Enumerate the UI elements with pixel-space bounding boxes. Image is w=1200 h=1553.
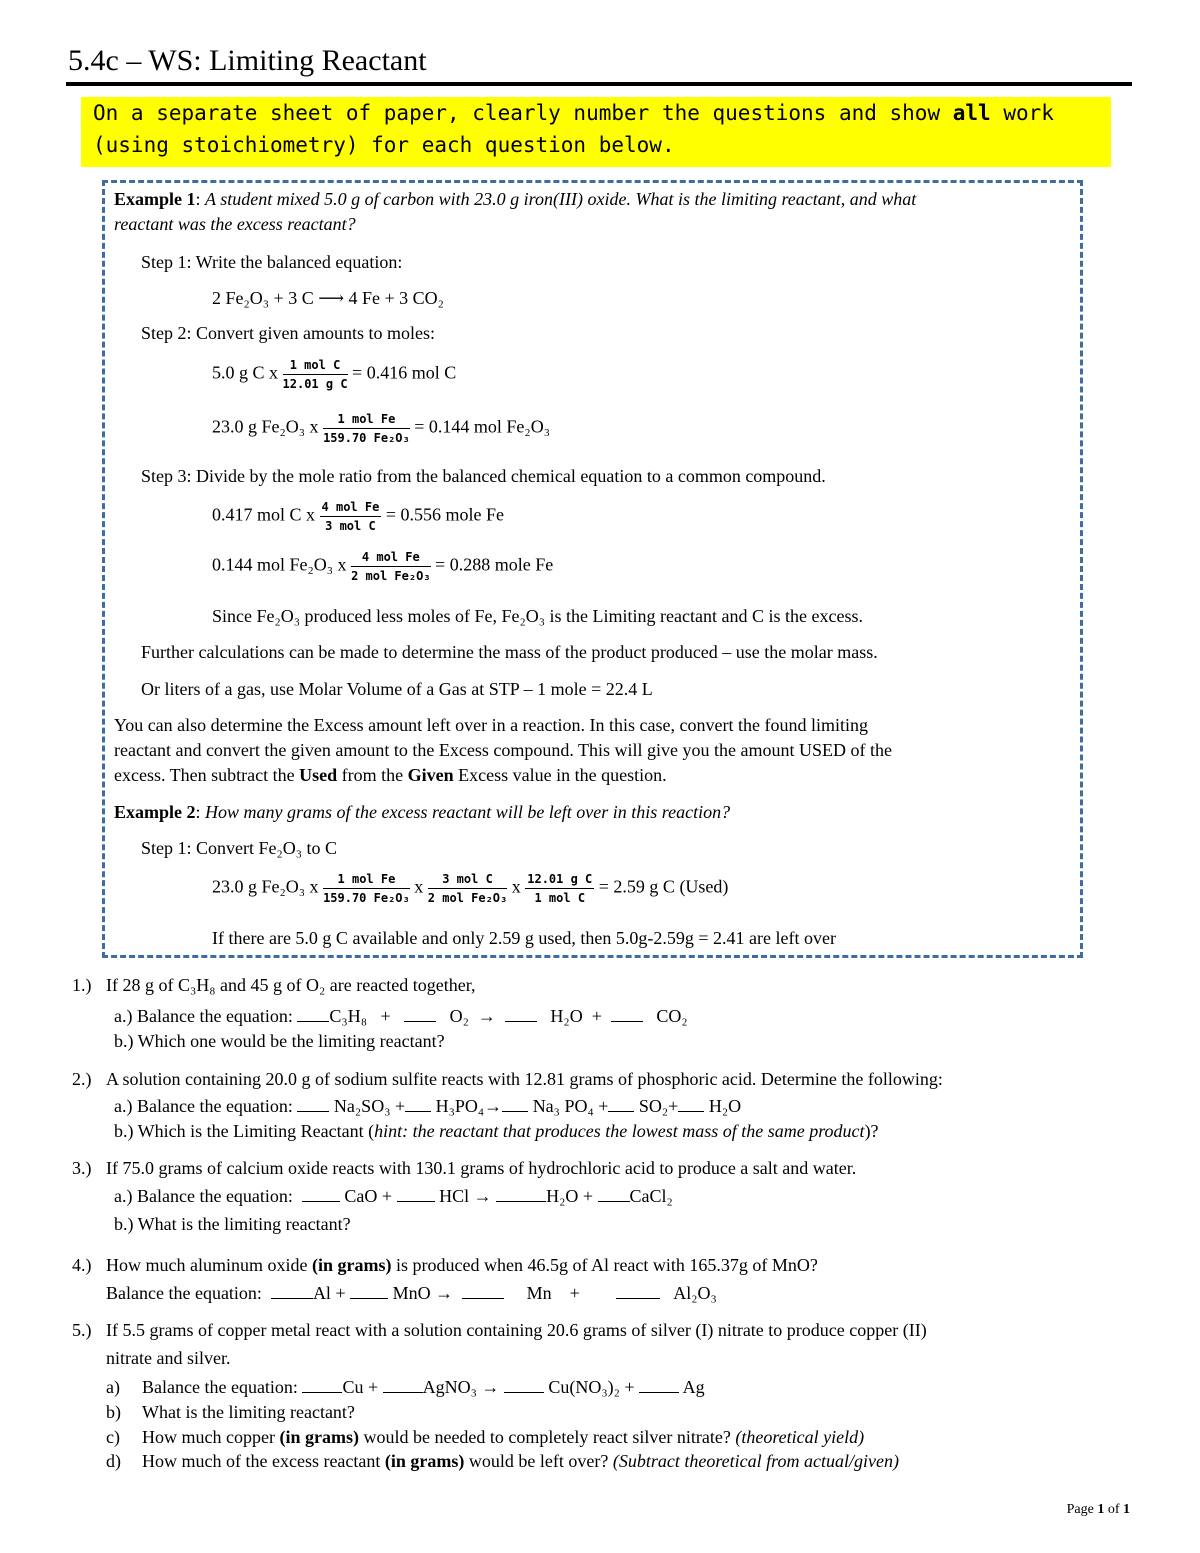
worksheet-title: 5.4c – WS: Limiting Reactant <box>68 44 427 77</box>
conversion-carbon <box>212 358 456 391</box>
example1-question: A student mixed 5.0 g of carbon with 23.0 g iron(III) oxide. What is the limiting reactant, and what <box>205 189 917 209</box>
q2b-pre: b.) Which is the Limiting Reactant ( <box>114 1121 375 1141</box>
page-number <box>1067 1502 1130 1518</box>
q5-part-c <box>142 1427 864 1448</box>
blank <box>405 1097 431 1112</box>
q1-part-b: b.) Which one would be the limiting reactant? <box>114 1031 445 1051</box>
q5a-cuno32: Cu(NO₃)₂ + <box>548 1377 635 1397</box>
ratio1-left: 0.417 mol C x <box>212 504 316 525</box>
q5-part-b: What is the limiting reactant? <box>142 1402 355 1422</box>
excess-used: Used <box>299 765 338 785</box>
q2-number: 2.) <box>72 1069 92 1089</box>
q5d-mid: would be left over? <box>464 1451 613 1471</box>
conv2-result: = 0.144 mol Fe₂O₃ <box>414 416 550 437</box>
banner-bold: all <box>952 101 991 125</box>
liters-statement: Or liters of a gas, use Molar Volume of a Gas at STP – 1 mole = 22.4 L <box>141 679 653 699</box>
q5-c-letter: c) <box>106 1427 120 1447</box>
further-statement: Further calculations can be made to determine the mass of the product produced – use the molar mass. <box>141 642 878 662</box>
blank <box>598 1187 630 1202</box>
blank <box>397 1187 435 1202</box>
conv1-result: = 0.416 mol C <box>352 362 457 383</box>
ratio1-numerator: 4 mol Fe <box>320 500 382 517</box>
q4-number: 4.) <box>72 1255 92 1275</box>
calc-result: = 2.59 g C (Used) <box>598 876 729 897</box>
plus: + <box>591 1006 602 1026</box>
since-statement: Since Fe₂O₃ produced less moles of Fe, Fe₂O₃ is the Limiting reactant and C is the excess. <box>212 606 863 626</box>
q2a-h2o: H₂O <box>708 1096 742 1116</box>
q5-b-letter: b) <box>106 1402 121 1422</box>
q4-mn: Mn <box>526 1283 552 1303</box>
excess-paragraph-line2: reactant and convert the given amount to the Excess compound. This will give you the amount USED of the <box>114 740 892 760</box>
page-current: 1 <box>1097 1502 1105 1517</box>
q2a-na3po4: Na₃ PO₄ + <box>532 1096 609 1116</box>
q3a-hcl: HCl → <box>439 1186 492 1206</box>
ratio1-denominator: 3 mol C <box>325 519 376 533</box>
conversion-iron-oxide <box>212 412 550 445</box>
blank <box>297 1007 329 1022</box>
f3-numerator: 12.01 g C <box>525 872 594 889</box>
blank <box>502 1097 528 1112</box>
q5-text-line2: nitrate and silver. <box>106 1348 231 1368</box>
conv1-denominator: 12.01 g C <box>282 377 348 391</box>
plus: + <box>380 1006 391 1026</box>
ratio2-fraction <box>351 550 430 583</box>
blank <box>302 1187 340 1202</box>
q5-d-letter: d) <box>106 1451 121 1471</box>
q2b-hint: hint: the reactant that produces the lowest mass of the same product <box>374 1121 865 1141</box>
blank <box>504 1378 544 1393</box>
blank <box>462 1284 504 1299</box>
q5d-bold: (in grams) <box>384 1451 465 1471</box>
excess-paragraph-line1: You can also determine the Excess amount left over in a reaction. In this case, convert the found limiting <box>114 715 868 735</box>
excess-p3b: from the <box>337 765 408 785</box>
q4-text <box>106 1255 818 1276</box>
q3-text: If 75.0 grams of calcium oxide reacts with 130.1 grams of hydrochloric acid to produce a salt and water. <box>106 1158 857 1178</box>
f2-numerator: 3 mol C <box>428 872 507 889</box>
q1-text: If 28 g of C₃H₈ and 45 g of O₂ are reacted together, <box>106 975 476 995</box>
example1-step3: Step 3: Divide by the mole ratio from the balanced chemical equation to a common compound. <box>141 466 826 486</box>
q2a-label: a.) Balance the equation: <box>114 1096 293 1116</box>
q3a-h2o: H₂O + <box>546 1186 594 1206</box>
q4-text-post: is produced when 46.5g of Al react with 165.37g of MnO? <box>391 1255 818 1275</box>
example2-conclusion: If there are 5.0 g C available and only 2.59 g used, then 5.0g-2.59g = 2.41 are left over <box>212 928 836 948</box>
q2a-so2: SO₂+ <box>638 1096 679 1116</box>
example1-step1: Step 1: Write the balanced equation: <box>141 252 403 272</box>
ratio2-denominator: 2 mol Fe₂O₃ <box>351 569 431 583</box>
q2-part-b <box>114 1121 879 1142</box>
conv2-denominator: 159.70 Fe₂O₃ <box>323 431 410 445</box>
q2a-h3po4: H₃PO₄→ <box>435 1096 503 1116</box>
arrow: → <box>477 1006 496 1026</box>
q3a-label: a.) Balance the equation: <box>114 1186 293 1206</box>
q5-part-d <box>142 1451 899 1472</box>
example1-step2: Step 2: Convert given amounts to moles: <box>141 323 435 343</box>
page-word: Page <box>1066 1502 1098 1517</box>
example1-prompt-line2: reactant was the excess reactant? <box>114 214 356 234</box>
banner-text-1: On a separate sheet of paper, clearly number the questions and show <box>93 101 953 125</box>
example2-prompt: Example 2: How many grams of the excess reactant will be left over in this reaction? <box>114 802 731 822</box>
q5-part-a <box>142 1377 705 1398</box>
ratio2-numerator: 4 mol Fe <box>351 550 430 567</box>
example2-step1: Step 1: Convert Fe₂O₃ to C <box>141 838 338 858</box>
blank <box>505 1007 537 1022</box>
q5c-pre: How much copper <box>142 1427 280 1447</box>
q5c-bold: (in grams) <box>279 1427 359 1447</box>
f1-denominator: 159.70 Fe₂O₃ <box>323 891 410 905</box>
q5a-agno3: AgNO₃ → <box>422 1377 500 1397</box>
q1a-h2o: H₂O <box>550 1006 583 1026</box>
q5a-ag: Ag <box>682 1377 705 1397</box>
conv2-numerator: 1 mol Fe <box>323 412 410 429</box>
blank <box>302 1378 342 1393</box>
calc-fraction-3 <box>525 872 594 905</box>
q3a-cao: CaO + <box>344 1186 393 1206</box>
q1a-label: a.) Balance the equation: <box>114 1006 293 1026</box>
blank <box>383 1378 423 1393</box>
blank <box>350 1284 388 1299</box>
q5d-italic: (Subtract theoretical from actual/given) <box>612 1451 899 1471</box>
excess-given: Given <box>407 765 454 785</box>
q5c-mid: would be needed to completely react silver nitrate? <box>358 1427 736 1447</box>
ratio1-fraction <box>320 500 382 533</box>
blank <box>611 1007 643 1022</box>
q4-balance <box>106 1283 717 1304</box>
banner-text-2: work (using stoichiometry) for each question below. <box>93 101 1054 157</box>
ratio1-result: = 0.556 mole Fe <box>385 504 504 525</box>
q1a-co2: CO₂ <box>656 1006 688 1026</box>
q5-number: 5.) <box>72 1320 92 1340</box>
blank <box>496 1187 546 1202</box>
q4-al2o3: Al₂O₃ <box>673 1283 717 1303</box>
q2b-post: )? <box>864 1121 879 1141</box>
excess-p3c: Excess value in the question. <box>453 765 667 785</box>
q5d-pre: How much of the excess reactant <box>142 1451 385 1471</box>
q3-number: 3.) <box>72 1158 92 1178</box>
q2-text: A solution containing 20.0 g of sodium sulfite reacts with 12.81 grams of phosphoric acid. Determine the following: <box>106 1069 943 1089</box>
q3-part-a <box>114 1186 673 1207</box>
blank <box>639 1378 679 1393</box>
q1a-o2: O₂ <box>449 1006 469 1026</box>
example1-label: Example 1 <box>114 189 196 209</box>
ratio2-left: 0.144 mol Fe₂O₃ x <box>212 554 347 575</box>
ratio-iron-oxide <box>212 550 553 583</box>
page-total: 1 <box>1123 1502 1130 1517</box>
times-sign-1: x <box>414 876 424 897</box>
q3a-cacl2: CaCl₂ <box>629 1186 673 1206</box>
excess-paragraph-line3 <box>114 765 667 786</box>
q2-part-a <box>114 1096 741 1117</box>
f2-denominator: 2 mol Fe₂O₃ <box>427 891 508 905</box>
conv1-numerator: 1 mol C <box>283 358 348 375</box>
q4-text-bold: (in grams) <box>311 1255 392 1275</box>
blank <box>404 1007 436 1022</box>
blank <box>678 1097 704 1112</box>
ratio-carbon <box>212 500 504 533</box>
blank <box>271 1284 313 1299</box>
q5a-cu: Cu + <box>342 1377 379 1397</box>
q1-part-a <box>114 1006 688 1027</box>
excess-p3a: excess. Then subtract the <box>114 765 300 785</box>
q4-bal-label: Balance the equation: <box>106 1283 262 1303</box>
q3-part-b: b.) What is the limiting reactant? <box>114 1214 351 1234</box>
f1-numerator: 1 mol Fe <box>323 872 410 889</box>
conv2-fraction <box>323 412 410 445</box>
q5c-italic: (theoretical yield) <box>735 1427 865 1447</box>
ratio2-result: = 0.288 mole Fe <box>435 554 554 575</box>
calc-fraction-1 <box>323 872 410 905</box>
calc-left: 23.0 g Fe₂O₃ x <box>212 876 319 897</box>
example2-calculation <box>212 872 728 905</box>
blank <box>616 1284 660 1299</box>
plus: + <box>569 1283 580 1303</box>
q5-a-letter: a) <box>106 1377 120 1397</box>
f3-denominator: 1 mol C <box>534 891 586 905</box>
balanced-equation: 2 Fe₂O₃ + 3 C ⟶ 4 Fe + 3 CO₂ <box>212 288 444 308</box>
example2-question: How many grams of the excess reactant will be left over in this reaction? <box>205 802 731 822</box>
example2-label: Example 2 <box>114 802 196 822</box>
of-word: of <box>1104 1502 1123 1517</box>
example1-prompt: Example 1: A student mixed 5.0 g of carbon with 23.0 g iron(III) oxide. What is the limiting reactant, and what <box>114 189 917 209</box>
q4-mno: MnO → <box>392 1283 454 1303</box>
blank <box>297 1097 329 1112</box>
q1a-c3h8: C₃H₈ <box>329 1006 367 1026</box>
conv2-left: 23.0 g Fe₂O₃ x <box>212 416 319 437</box>
q5-text: If 5.5 grams of copper metal react with a solution containing 20.6 grams of silver (I) nitrate to produce copper (II) <box>106 1320 927 1340</box>
instructions-banner <box>81 97 1111 167</box>
calc-fraction-2 <box>428 872 507 905</box>
blank <box>608 1097 634 1112</box>
conv1-fraction <box>283 358 348 391</box>
times-sign-2: x <box>511 876 521 897</box>
q5a-label: Balance the equation: <box>142 1377 298 1397</box>
q1-number: 1.) <box>72 975 92 995</box>
q2a-na2so3: Na₂SO₃ + <box>333 1096 406 1116</box>
q4-text-pre: How much aluminum oxide <box>106 1255 312 1275</box>
q4-al: Al + <box>312 1283 346 1303</box>
title-divider <box>66 82 1132 86</box>
conv1-left: 5.0 g C x <box>212 362 279 383</box>
